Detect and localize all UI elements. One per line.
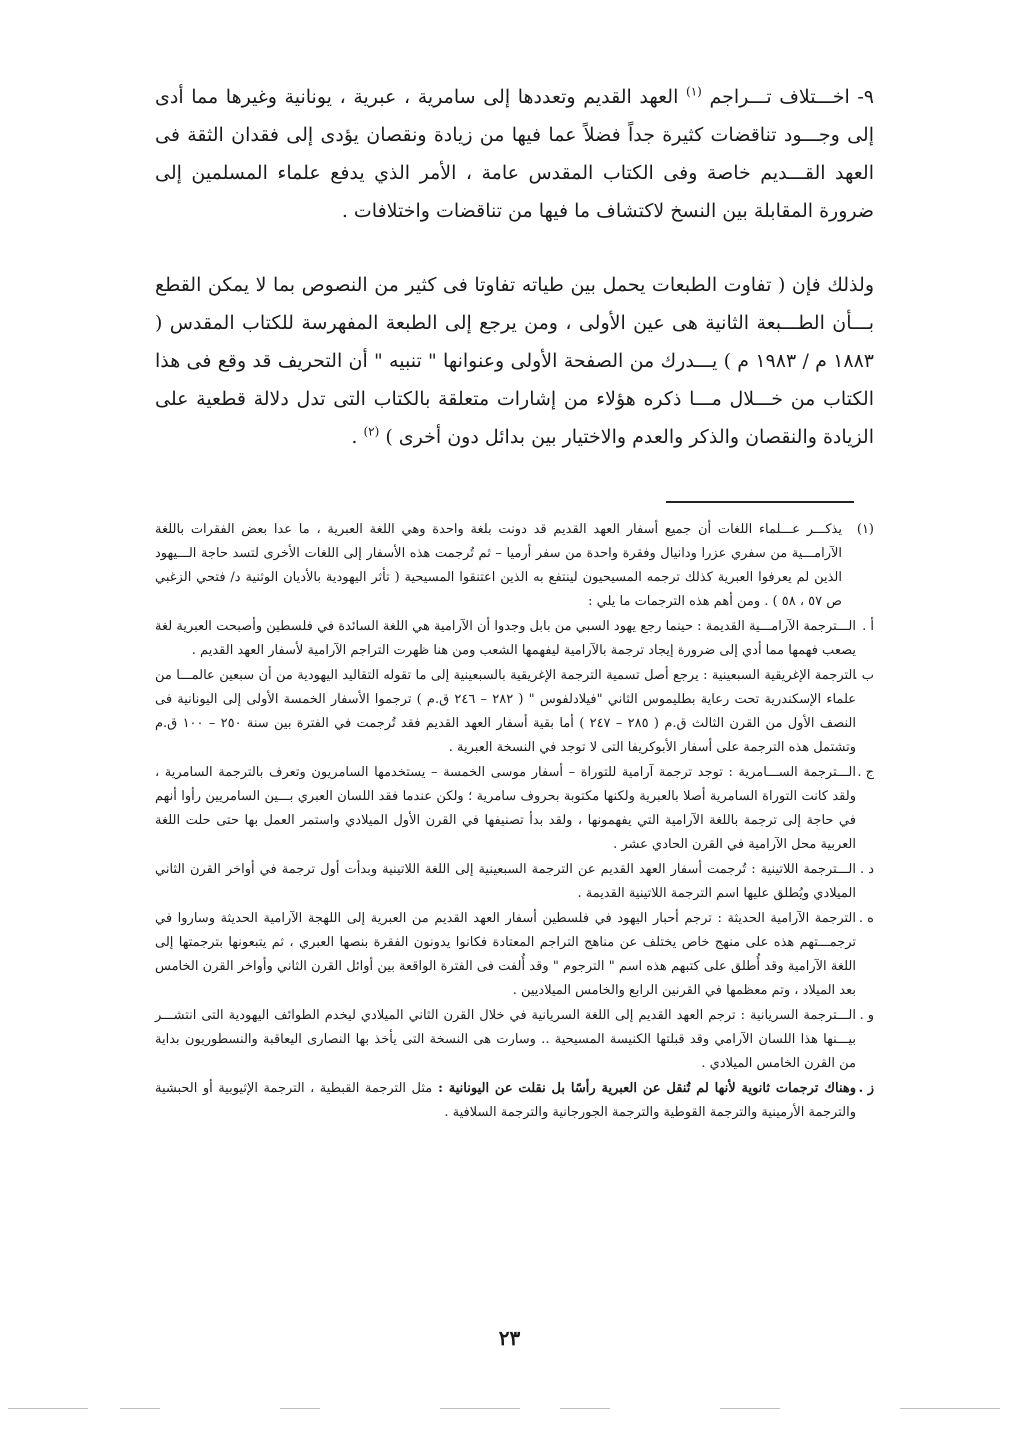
main-text (155, 78, 874, 456)
footnote-item-text: الترجمة الآرامية الحديثة : ترجم أحبار اليهود في فلسطين أسفار العهد القديم من العبرية إلى اللهجة الآرامية الحديثة وساروا في ترجمـــتهم هذه على منهج خاص يختلف عن مناهج التراجم المعتادة فكانوا يدونون الفقرة بنصها العبري ، ثم يتبعونها بترجمتها إلى اللغة الآرامية وقد أُطلق على كتبهم هذه اسم " الترجوم " وقد أُلفت فى الفترة الواقعة بين أوائل القرن الثاني وأواخر القرن الخامس بعد الميلاد ، وتم معظمها في القرنين الرابع والخامس الميلاديين . (155, 911, 856, 998)
footnote-item-h (155, 907, 874, 1003)
scan-artifact-lines (0, 1408, 1019, 1410)
footnote-item-mark: أ . (862, 619, 874, 634)
footnote-item-mark: ب . (853, 668, 874, 683)
footnote-1-text: يذكـــر عـــلماء اللغات أن جميع أسفار العهد القديم قد دونت بلغة واحدة وهي اللغة العبرية ، ما عدا بعض الفقرات باللغة الآرامـــية من سفري عزرا ودانيال وفقرة واحدة من سفر أرميا – ثم تُرجمت هذه الأسفار إلى اللغات الأخرى لتسد حاجة الـــيهود الذين لم يعرفوا العبرية كذلك ترجمه المسيحيون لينتفع به الذين اعتنقوا المسيحية ( تأثر اليهودية بالأديان الوثنية د/ فتحي الزغبي ص ٥٧ ، ٥٨ ) . ومن أهم هذه الترجمات ما يلي : (155, 522, 842, 609)
footnote-1-number: (١) (856, 522, 874, 537)
footnote-item-j (155, 761, 874, 857)
footnote-item-text: الـــترجمة الســـامرية : توجد ترجمة آرامية للتوراة – أسفار موسى الخمسة – يستخدمها السامريون وتعرف بالترجمة السامرية ، ولقد كانت التوراة السامرية أصلا بالعبرية ولكنها مكتوبة بحروف سامرية ؛ ولكن عندما فقد اللسان العبري بـــين السامريين رأوا أنهم في حاجة إلى ترجمة باللغة الآرامية التي يفهمونها ، ولقد بدأ تصنيفها في القرن الأول الميلادي واستمر العمل بها حتى حلت اللغة العربية محل الآرامية في القرن الحادي عشر . (155, 765, 856, 852)
footnote-item-w (155, 1004, 874, 1076)
footnote-item-text: الـــترجمة الآرامـــية القديمة : حينما رجع يهود السبي من بابل وجدوا أن الآرامية هي اللغة السائدة في فلسطين وأصبحت العبرية لغة يصعب فهمها مما أدي إلى ضرورة إيجاد ترجمة بالآرامية ليفهمها الشعب ومن هنا ظهرت التراجم الآرامية لأسفار العهد القديم . (155, 619, 856, 658)
footnote-1 (155, 518, 874, 614)
footnote-item-text: الـــترجمة اللاتينية : تُرجمت أسفار العهد القديم عن الترجمة السبعينية إلى اللغة اللاتينية وبدأت أول ترجمة في أواخر القرن الثاني الميلادي ويُطلق عليها اسم الترجمة اللاتينية القديمة . (155, 862, 856, 901)
footnote-divider (666, 501, 854, 503)
footnotes (155, 518, 874, 1126)
scan-line (120, 1408, 160, 1409)
footnote-item-d (155, 858, 874, 906)
footnote-item-text: الـــترجمة السريانية : ترجم العهد القديم إلى اللغة السريانية في خلال القرن الثاني الميلادي ليخدم الطوائف اليهودية التى انتشـــر بيـــنها هذا اللسان الآرامي وقد قبلتها الكنيسة المسيحية .. وسارت هى النسخة التى يأخذ بها النصارى اليعاقبة والنسطوريون بداية من القرن الخامس الميلادي . (155, 1008, 856, 1071)
scan-line (440, 1408, 520, 1409)
paragraph-2-end: . (351, 426, 358, 448)
footnote-item-text: الترجمة الإغريقية السبعينية : يرجع أصل تسمية الترجمة الإغريقية بالسبعينية إلى ما تقوله التقاليد اليهودية من أن سبعين عالمـــا من علماء الإسكندرية تحت رعاية بطليموس الثاني "فيلادلفوس " ( ٢٨٢ – ٢٤٦ ق.م ) ترجموا الأسفار الخمسة الأولى إلى اليونانية فى النصف الأول من القرن الثالث ق.م ( ٢٨٥ – ٢٤٧ ) أما بقية أسفار العهد القديم فقد تُرجمت في الفترة بين سنة ٢٥٠ – ١٠٠ ق.م وتشتمل هذه الترجمة على أسفار الأبوكريفا التى لا توجد في النسخة العبرية . (155, 668, 857, 755)
footnote-item-mark: ج . (857, 765, 874, 780)
footnote-item-mark: ه . (858, 911, 874, 926)
footnote-item-a (155, 615, 874, 663)
footnote-item-b (155, 664, 874, 760)
item-9-lead: ٩- اخـــتلاف تـــراجم (709, 86, 874, 108)
paragraph-item-9 (155, 78, 874, 230)
footnote-ref-1: (١) (686, 84, 702, 99)
footnote-item-text: مثل الترجمة القبطية ، الترجمة الإثيوبية أو الحبشية والترجمة الأرمينية والترجمة القوطية والترجمة الجورجانية والترجمة السلافية . (155, 1081, 856, 1120)
scan-line (280, 1408, 320, 1409)
footnote-item-mark: د . (859, 862, 874, 877)
footnote-item-bold-text: وهناك ترجمات ثانوية لأنها لم تُنقل عن العبرية رأسًا بل نقلت عن اليونانية : (438, 1081, 856, 1096)
scan-line (8, 1408, 88, 1409)
footnote-item-mark: ز . (858, 1081, 874, 1096)
paragraph-2 (155, 266, 874, 456)
paragraph-2-text: ولذلك فإن ( تفاوت الطبعات يحمل بين طياته تفاوتا فى كثير من النصوص بما لا يمكن القطع بـــأن الطـــبعة الثانية هى عين الأولى ، ومن يرجع إلى الطبعة المفهرسة للكتاب المقدس ( ١٨٨٣ م / ١٩٨٣ م ) يـــدرك من الصفحة الأولى وعنوانها " تنبيه " أن التحريف قد وقع فى هذا الكتاب من خـــلال مـــا ذكره هؤلاء من إشارات متعلقة بالكتاب التى تدل دلالة قطعية على الزيادة والنقصان والذكر والعدم والاختيار بين بدائل دون أخرى ) (155, 274, 874, 448)
page-number: ٢٣ (498, 1326, 521, 1350)
footnote-item-z (155, 1077, 874, 1125)
scan-line (560, 1408, 610, 1409)
footnote-ref-2: (٢) (363, 424, 380, 439)
item-9-text: العهد القديم وتعددها إلى سامرية ، عبرية ، يونانية وغيرها مما أدى إلى وجـــود تناقضات كثيرة جداً فضلاً عما فيها من زيادة ونقصان يؤدى إلى فقدان الثقة فى العهد القـــديم خاصة وفى الكتاب المقدس عامة ، الأمر الذي يدفع علماء المسلمين إلى ضرورة المقابلة بين النسخ لاكتشاف ما فيها من تناقضات واختلافات . (155, 86, 874, 222)
scan-line (900, 1408, 1000, 1409)
scan-line (720, 1408, 780, 1409)
footnote-item-mark: و . (859, 1008, 874, 1023)
